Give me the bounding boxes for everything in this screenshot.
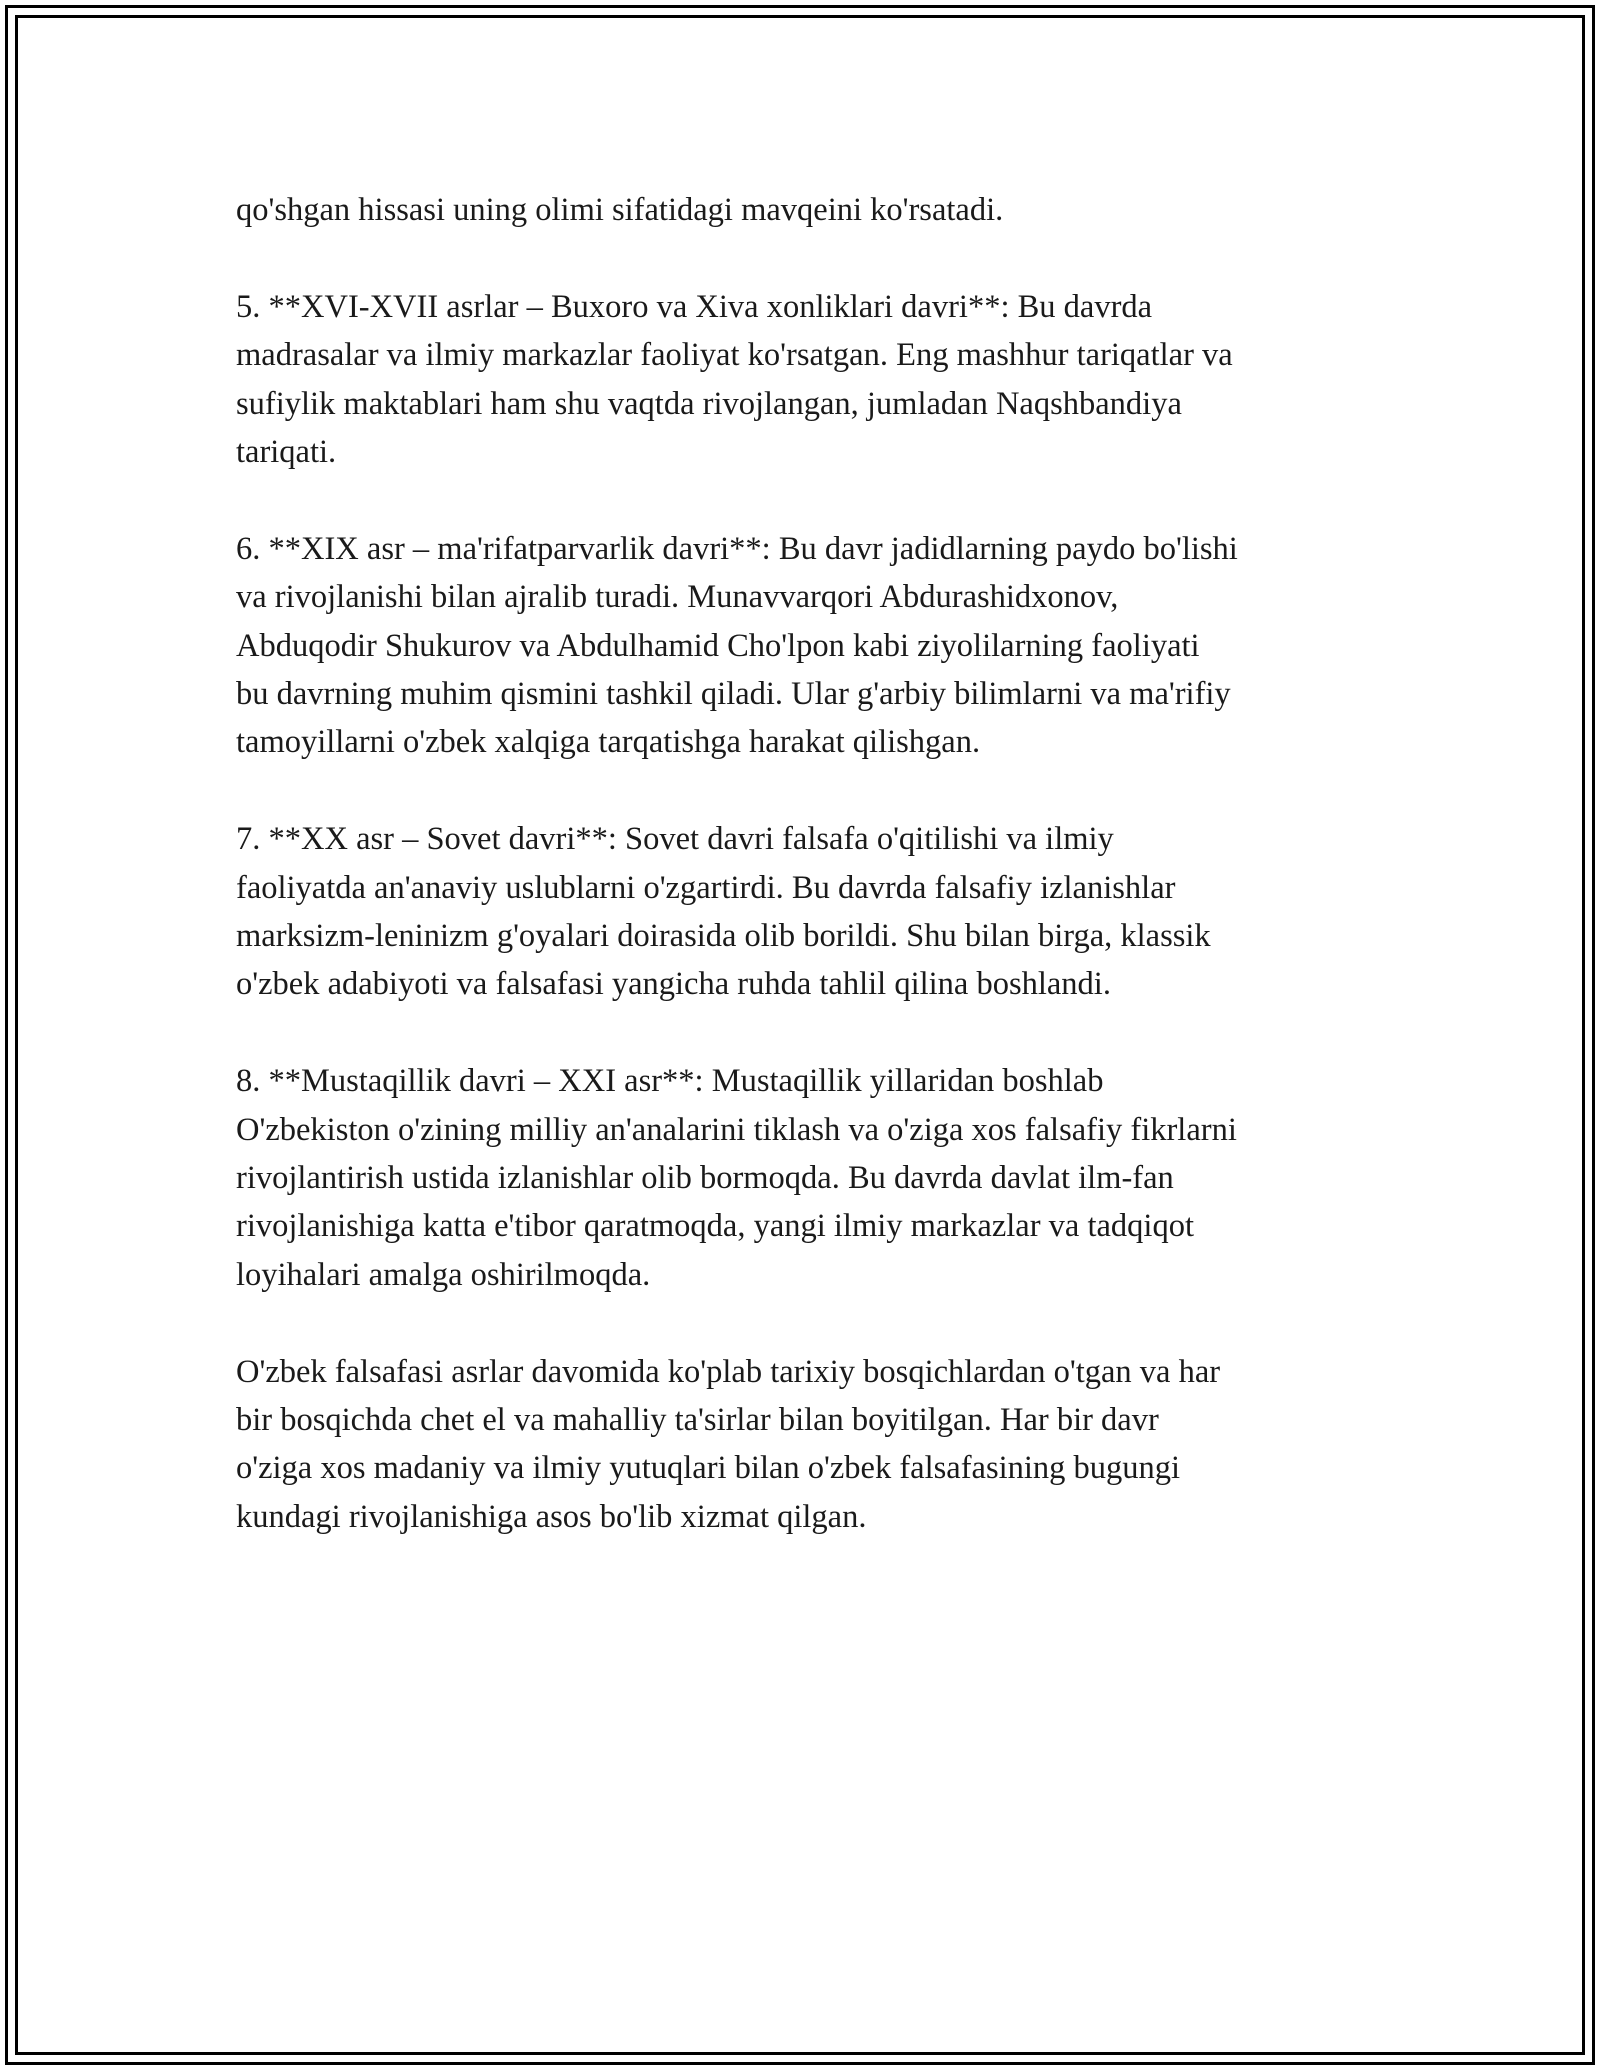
text-line: madrasalar va ilmiy markazlar faoliyat ko'rsatgan. Eng mashhur tariqatlar va: [236, 337, 1233, 374]
text-line: 6. **XIX asr – ma'rifatparvarlik davri**: Bu davr jadidlarning paydo bo'lishi: [236, 530, 1238, 567]
text-line: 7. **XX asr – Sovet davri**: Sovet davri falsafa o'qitilishi va ilmiy: [236, 821, 1114, 858]
text-line: loyihalari amalga oshirilmoqda.: [236, 1256, 651, 1293]
text-line: rivojlantirish ustida izlanishlar olib bormoqda. Bu davrda davlat ilm-fan: [236, 1160, 1174, 1197]
text-line: tamoyillarni o'zbek xalqiga tarqatishga harakat qilishgan.: [236, 724, 981, 761]
text-line: qo'shgan hissasi uning olimi sifatidagi mavqeini ko'rsatadi.: [236, 192, 1004, 228]
text-line: kundagi rivojlanishiga asos bo'lib xizmat qilgan.: [236, 1498, 867, 1535]
text-line: tariqati.: [236, 434, 337, 471]
text-line: rivojlanishiga katta e'tibor qaratmoqda, yangi ilmiy markazlar va tadqiqot: [236, 1208, 1194, 1245]
paragraph-conclusion: [236, 1348, 1376, 1542]
text-line: 5. **XVI-XVII asrlar – Buxoro va Xiva xonliklari davri**: Bu davrda: [236, 288, 1153, 325]
paragraph-continuation: [236, 186, 1376, 234]
text-line: faoliyatda an'anaviy uslublarni o'zgartirdi. Bu davrda falsafiy izlanishlar: [236, 869, 1176, 906]
text-line: o'ziga xos madaniy va ilmiy yutuqlari bilan o'zbek falsafasining bugungi: [236, 1450, 1181, 1487]
text-line: 8. **Mustaqillik davri – XXI asr**: Mustaqillik yillaridan boshlab: [236, 1063, 1104, 1100]
text-line: sufiylik maktablari ham shu vaqtda rivojlangan, jumladan Naqshbandiya: [236, 385, 1182, 422]
text-line: va rivojlanishi bilan ajralib turadi. Munavvarqori Abdurashidxonov,: [236, 579, 1119, 616]
paragraph-item-7: [236, 815, 1376, 1009]
text-line: marksizm-leninizm g'oyalari doirasida olib borildi. Shu bilan birga, klassik: [236, 918, 1211, 955]
document-body: [236, 186, 1376, 1590]
text-line: bu davrning muhim qismini tashkil qiladi. Ular g'arbiy bilimlarni va ma'rifiy: [236, 676, 1231, 713]
text-line: O'zbekiston o'zining milliy an'analarini tiklash va o'ziga xos falsafiy fikrlarni: [236, 1111, 1237, 1148]
paragraph-item-8: [236, 1057, 1376, 1299]
text-line: o'zbek adabiyoti va falsafasi yangicha ruhda tahlil qilina boshlandi.: [236, 966, 1111, 1003]
paragraph-item-5: [236, 283, 1376, 477]
text-line: bir bosqichda chet el va mahalliy ta'sirlar bilan boyitilgan. Har bir davr: [236, 1402, 1159, 1439]
text-line: Abduqodir Shukurov va Abdulhamid Cho'lpon kabi ziyolilarning faoliyati: [236, 627, 1200, 664]
text-line: O'zbek falsafasi asrlar davomida ko'plab tarixiy bosqichlardan o'tgan va har: [236, 1353, 1221, 1390]
paragraph-item-6: [236, 525, 1376, 767]
